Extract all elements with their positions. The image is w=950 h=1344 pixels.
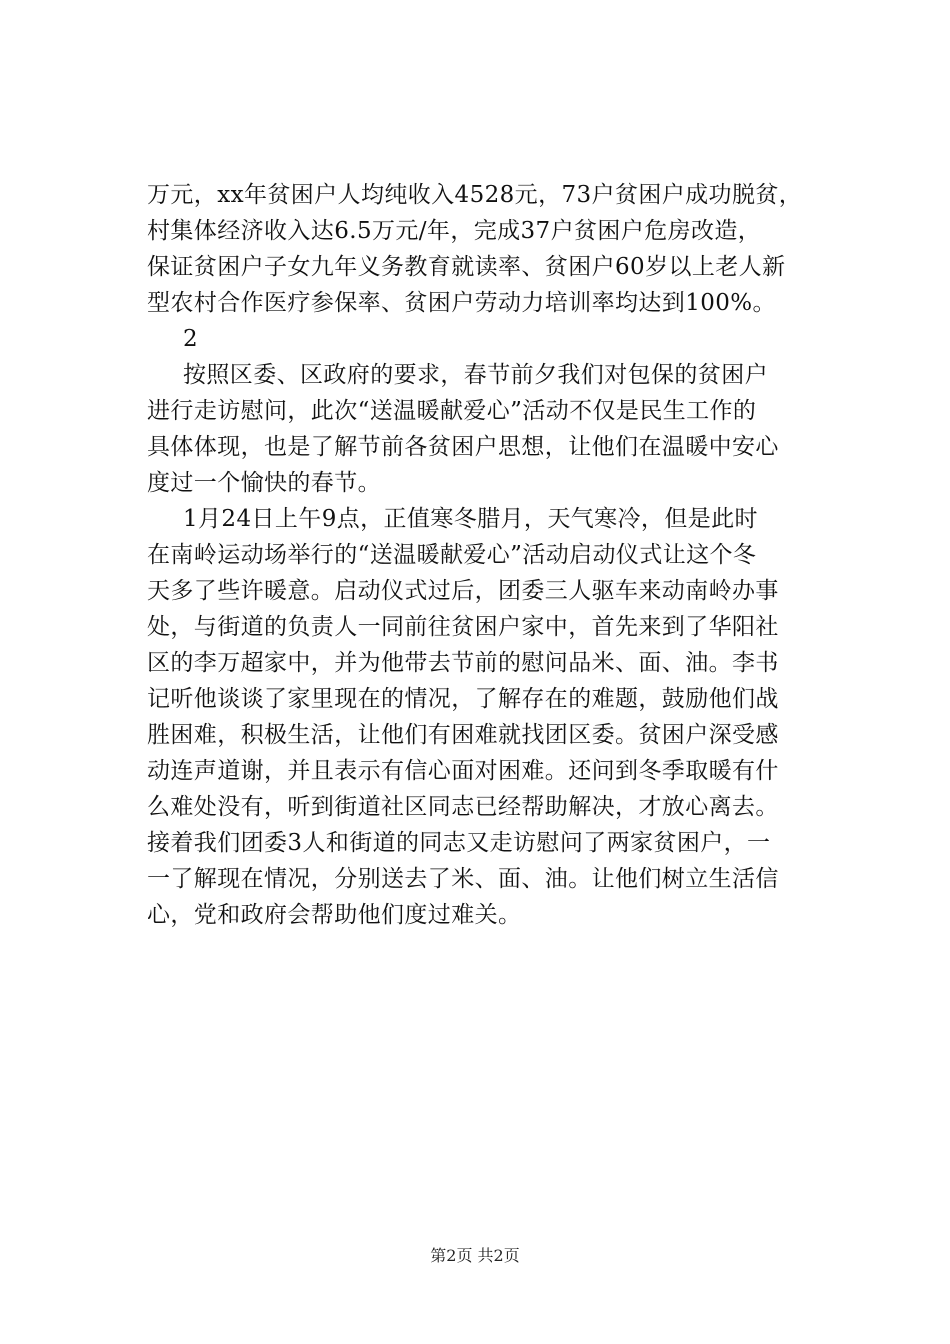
text-line: 区的李万超家中，并为他带去节前的慰问品米、面、油。李书 bbox=[147, 650, 779, 676]
text-line: 记听他谈谈了家里现在的情况，了解存在的难题，鼓励他们战 bbox=[147, 686, 779, 712]
text-line: 进行走访慰问，此次“送温暖献爱心”活动不仅是民生工作的 bbox=[147, 398, 757, 424]
text-line: 度过一个愉快的春节。 bbox=[147, 470, 381, 496]
text-line: 保证贫困户子女九年义务教育就读率、贫困户60岁以上老人新 bbox=[147, 254, 786, 280]
text-line: 在南岭运动场举行的“送温暖献爱心”活动启动仪式让这个冬 bbox=[147, 542, 757, 568]
text-line: 按照区委、区政府的要求，春节前夕我们对包保的贫困户 bbox=[183, 362, 768, 388]
page-footer bbox=[0, 1245, 950, 1267]
text-line: 天多了些许暖意。启动仪式过后，团委三人驱车来动南岭办事 bbox=[147, 578, 779, 604]
text-line: 动连声道谢，并且表示有信心面对困难。还问到冬季取暖有什 bbox=[147, 758, 779, 784]
text-line: 么难处没有，听到街道社区同志已经帮助解决，才放心离去。 bbox=[147, 794, 779, 820]
text-line: 型农村合作医疗参保率、贫困户劳动力培训率均达到100%。 bbox=[147, 290, 776, 316]
text-line: 一了解现在情况，分别送去了米、面、油。让他们树立生活信 bbox=[147, 866, 779, 892]
text-line: 处，与街道的负责人一同前往贫困户家中，首先来到了华阳社 bbox=[147, 614, 779, 640]
text-line: 村集体经济收入达6.5万元/年，完成37户贫困户危房改造， bbox=[147, 218, 762, 244]
section-number: 2 bbox=[183, 326, 199, 352]
text-line: 具体体现，也是了解节前各贫困户思想，让他们在温暖中安心 bbox=[147, 434, 779, 460]
document-body bbox=[147, 177, 827, 933]
page-number-label: 第2页 共2页 bbox=[430, 1246, 520, 1265]
text-line: 接着我们团委3人和街道的同志又走访慰问了两家贫困户，一 bbox=[147, 830, 771, 856]
text-line: 胜困难，积极生活，让他们有困难就找团区委。贫困户深受感 bbox=[147, 722, 779, 748]
text-line: 万元，xx年贫困户人均纯收入4528元，73户贫困户成功脱贫， bbox=[147, 182, 803, 208]
text-line: 心，党和政府会帮助他们度过难关。 bbox=[147, 902, 522, 928]
text-line: 1月24日上午9点，正值寒冬腊月，天气寒冷，但是此时 bbox=[183, 506, 758, 532]
